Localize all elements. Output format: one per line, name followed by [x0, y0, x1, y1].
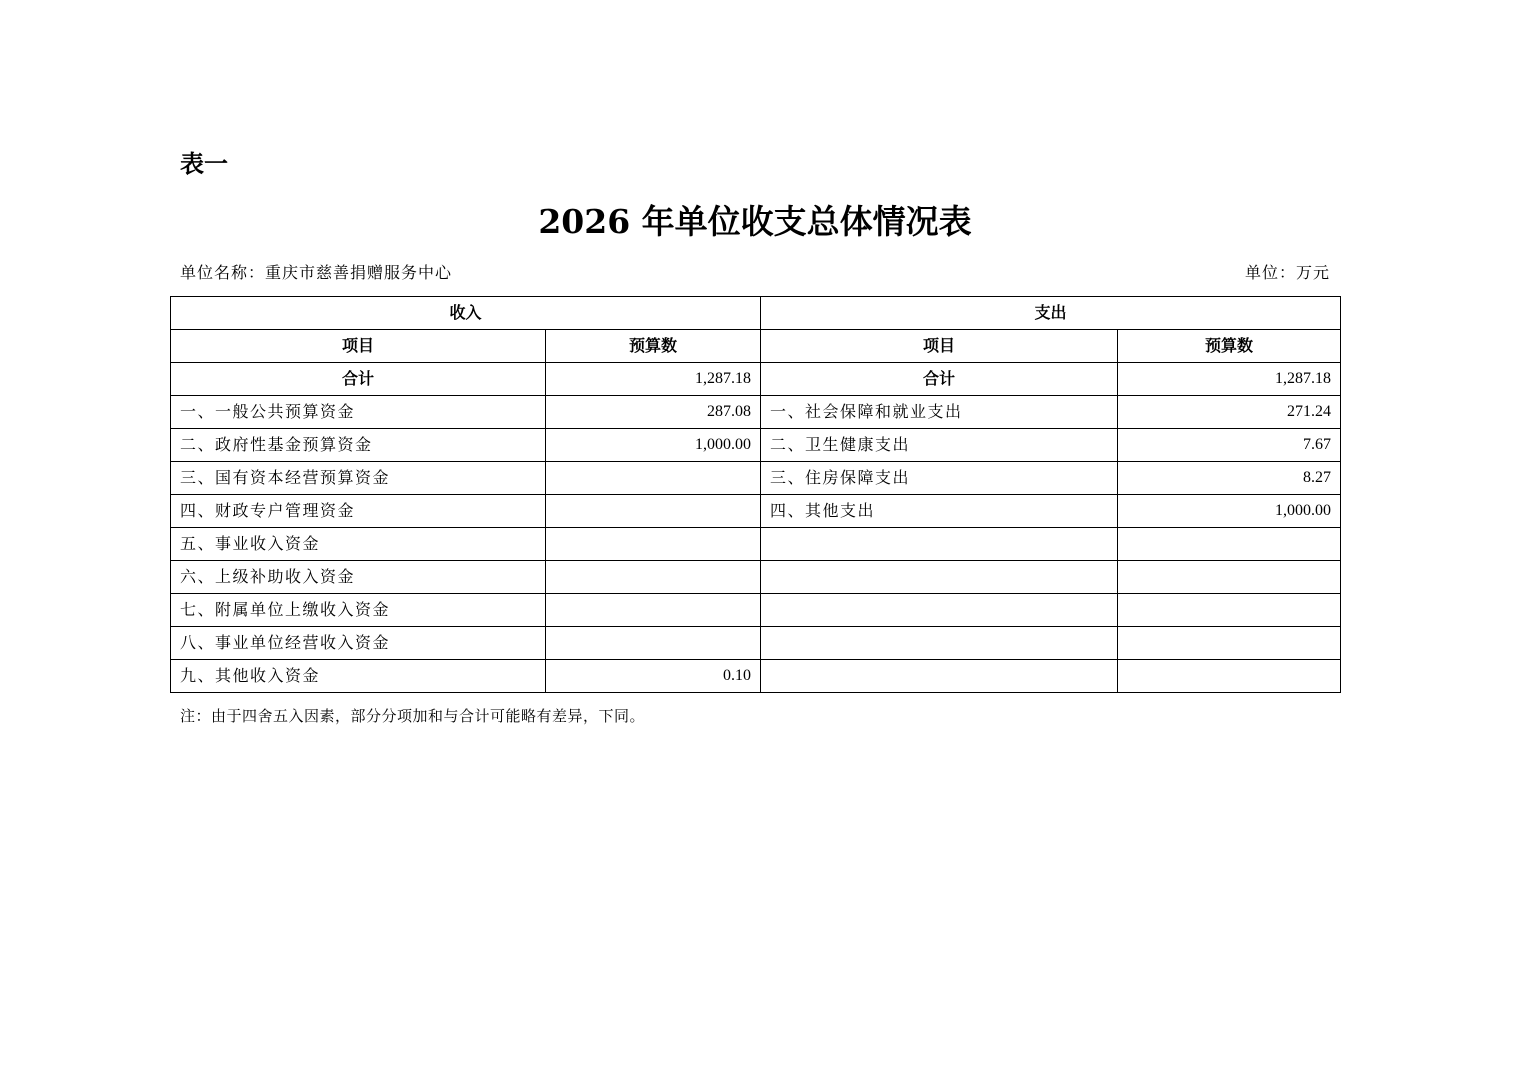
- footnote: 注：由于四舍五入因素，部分分项加和与合计可能略有差异，下同。: [180, 707, 646, 725]
- expense-item: [761, 660, 1118, 693]
- income-value: 1,000.00: [546, 429, 761, 462]
- expense-value: [1118, 594, 1341, 627]
- expense-item: 一、社会保障和就业支出: [761, 396, 1118, 429]
- table-row: [171, 561, 1341, 594]
- income-item: 六、上级补助收入资金: [171, 561, 546, 594]
- expense-value: [1118, 627, 1341, 660]
- income-value: [546, 627, 761, 660]
- section-header-row: [171, 297, 1341, 330]
- table-row: [171, 462, 1341, 495]
- table-row: [171, 594, 1341, 627]
- income-total-value: 1,287.18: [546, 363, 761, 396]
- income-item: 四、财政专户管理资金: [171, 495, 546, 528]
- income-value: [546, 495, 761, 528]
- total-row: [171, 363, 1341, 396]
- expense-total-label: 合计: [761, 363, 1118, 396]
- income-section-header: 收入: [171, 297, 761, 330]
- expense-value: [1118, 660, 1341, 693]
- income-item: 五、事业收入资金: [171, 528, 546, 561]
- expense-item: [761, 594, 1118, 627]
- expense-total-value: 1,287.18: [1118, 363, 1341, 396]
- expense-value: 8.27: [1118, 462, 1341, 495]
- income-amount-header: 预算数: [546, 330, 761, 363]
- column-header-row: [171, 330, 1341, 363]
- expense-value: [1118, 528, 1341, 561]
- page-title: 2026 年单位收支总体情况表: [538, 202, 972, 241]
- expense-value: 271.24: [1118, 396, 1341, 429]
- income-item: 八、事业单位经营收入资金: [171, 627, 546, 660]
- table-row: [171, 396, 1341, 429]
- expense-value: 7.67: [1118, 429, 1341, 462]
- table-row: [171, 495, 1341, 528]
- expense-item: 四、其他支出: [761, 495, 1118, 528]
- table-row: [171, 627, 1341, 660]
- income-item: 九、其他收入资金: [171, 660, 546, 693]
- income-item: 七、附属单位上缴收入资金: [171, 594, 546, 627]
- income-value: 287.08: [546, 396, 761, 429]
- table-row: [171, 429, 1341, 462]
- expense-value: 1,000.00: [1118, 495, 1341, 528]
- expense-item-header: 项目: [761, 330, 1118, 363]
- expense-section-header: 支出: [761, 297, 1341, 330]
- income-total-label: 合计: [171, 363, 546, 396]
- budget-table: [170, 296, 1341, 693]
- income-value: [546, 528, 761, 561]
- table-row: [171, 528, 1341, 561]
- income-item: 一、一般公共预算资金: [171, 396, 546, 429]
- expense-item: [761, 561, 1118, 594]
- income-value: [546, 594, 761, 627]
- income-value: [546, 561, 761, 594]
- expense-item: [761, 528, 1118, 561]
- income-item: 二、政府性基金预算资金: [171, 429, 546, 462]
- expense-item: 三、住房保障支出: [761, 462, 1118, 495]
- expense-item: [761, 627, 1118, 660]
- expense-value: [1118, 561, 1341, 594]
- income-item: 三、国有资本经营预算资金: [171, 462, 546, 495]
- budget-table-body: [171, 297, 1341, 693]
- unit-name: 单位名称：重庆市慈善捐赠服务中心: [180, 263, 453, 282]
- income-value: [546, 462, 761, 495]
- table-label: 表一: [180, 150, 228, 178]
- expense-amount-header: 预算数: [1118, 330, 1341, 363]
- expense-item: 二、卫生健康支出: [761, 429, 1118, 462]
- unit-measure: 单位：万元: [1244, 263, 1330, 282]
- income-value: 0.10: [546, 660, 761, 693]
- table-row: [171, 660, 1341, 693]
- income-item-header: 项目: [171, 330, 546, 363]
